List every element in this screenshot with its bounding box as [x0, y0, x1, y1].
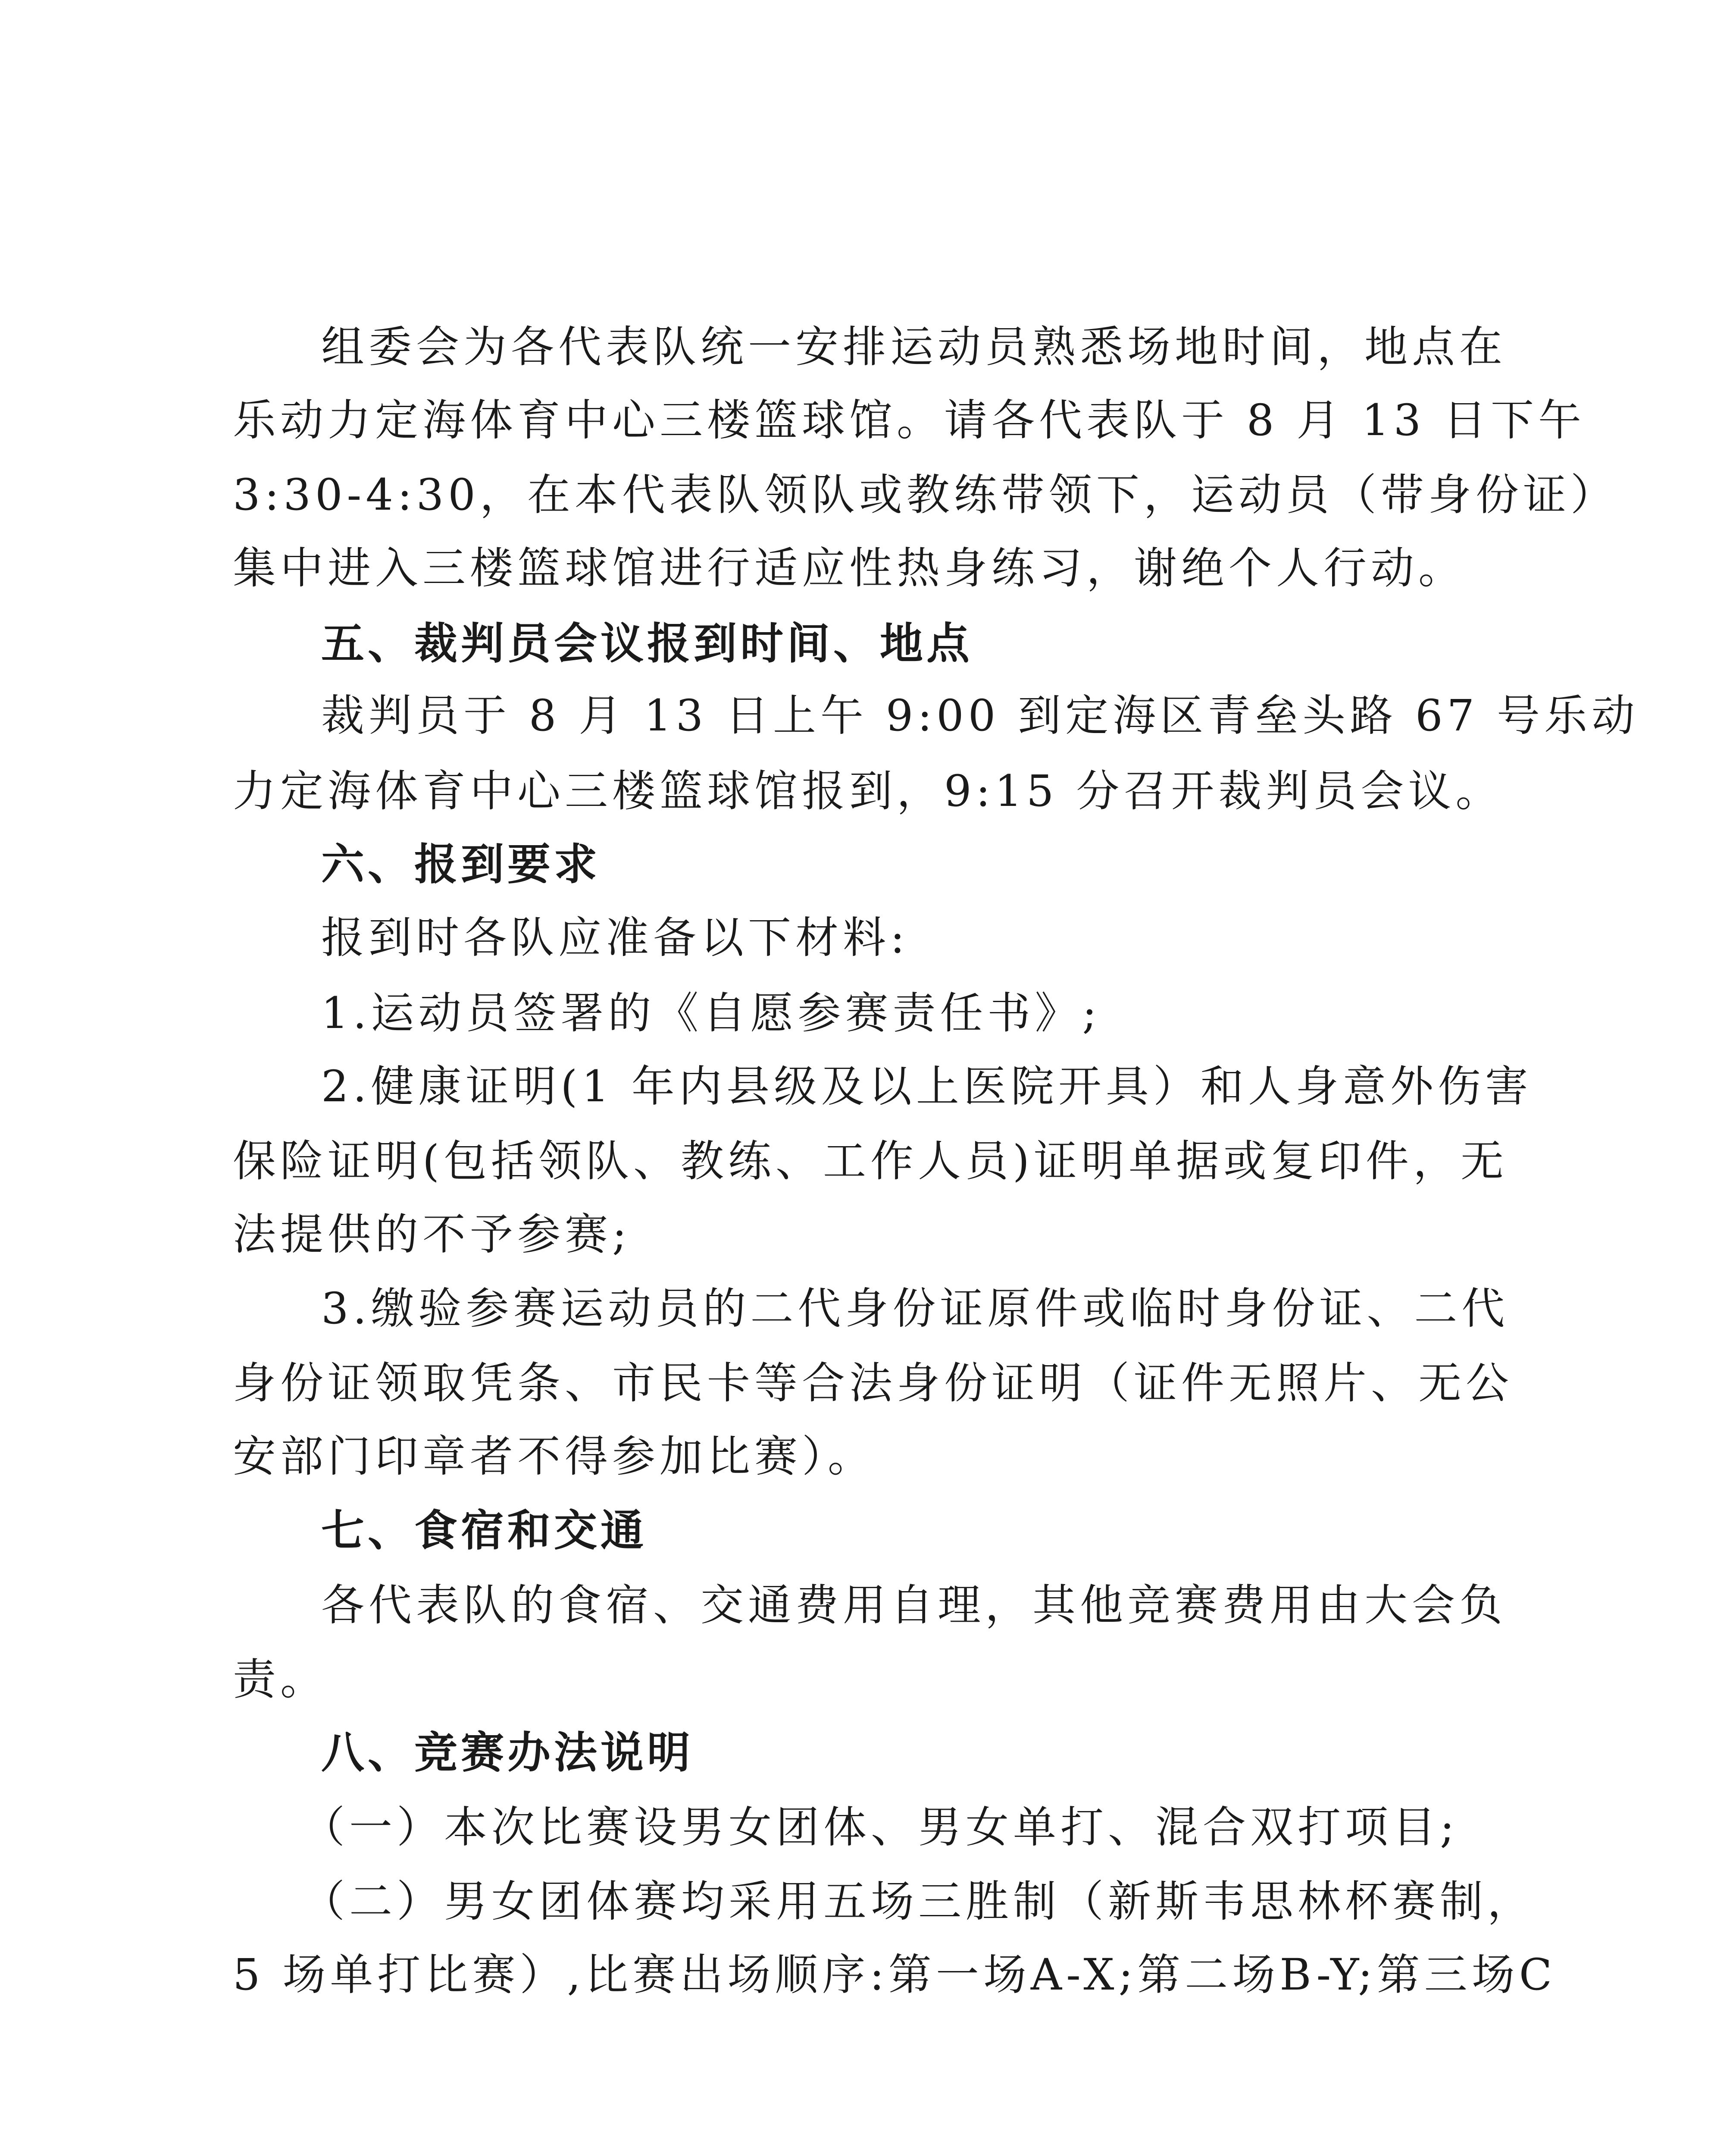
body-text-line: 身份证领取凭条、市民卡等合法身份证明（证件无照片、无公: [233, 1358, 1513, 1408]
body-text-line: 安部门印章者不得参加比赛）。: [233, 1431, 875, 1482]
body-text-line: 3:30-4:30，在本代表队领队或教练带领下，运动员（带身份证）: [233, 470, 1618, 520]
body-text-line: 集中进入三楼篮球馆进行适应性热身练习，谢绝个人行动。: [233, 543, 1466, 593]
body-text-line: 责。: [233, 1654, 328, 1705]
body-text-line: 各代表队的食宿、交通费用自理，其他竞赛费用由大会负: [321, 1580, 1507, 1630]
body-text-line: 报到时各队应准备以下材料:: [321, 912, 909, 963]
body-text-line: 保险证明(包括领队、教练、工作人员)证明单据或复印件，无: [233, 1136, 1508, 1186]
section-heading: 八、竞赛办法说明: [321, 1727, 694, 1778]
section-heading: 六、报到要求: [321, 839, 601, 890]
section-heading: 七、食宿和交通: [321, 1505, 647, 1556]
body-text-line: 裁判员于 8 月 13 日上午 9:00 到定海区青垒头路 67 号乐动: [321, 690, 1639, 741]
body-text-line: 力定海体育中心三楼篮球馆报到，9:15 分召开裁判员会议。: [233, 766, 1503, 816]
body-text-line: 法提供的不予参赛;: [233, 1209, 631, 1260]
body-text-line: （一）本次比赛设男女团体、男女单打、混合双打项目;: [302, 1802, 1459, 1852]
body-text-line: 1.运动员签署的《自愿参赛责任书》;: [321, 988, 1101, 1038]
body-text-line: 3.缴验参赛运动员的二代身份证原件或临时身份证、二代: [321, 1283, 1509, 1334]
body-text-line: 5 场单打比赛）,比赛出场顺序:第一场A-X;第二场B-Y;第三场C: [233, 1949, 1557, 2000]
body-text-line: 乐动力定海体育中心三楼篮球馆。请各代表队于 8 月 13 日下午: [233, 395, 1586, 445]
body-text-line: 2.健康证明(1 年内县级及以上医院开具）和人身意外伤害: [321, 1061, 1533, 1112]
body-text-line: 组委会为各代表队统一安排运动员熟悉场地时间，地点在: [321, 322, 1507, 372]
section-heading: 五、裁判员会议报到时间、地点: [321, 618, 973, 669]
body-text-line: （二）男女团体赛均采用五场三胜制（新斯韦思林杯赛制，: [302, 1876, 1535, 1927]
